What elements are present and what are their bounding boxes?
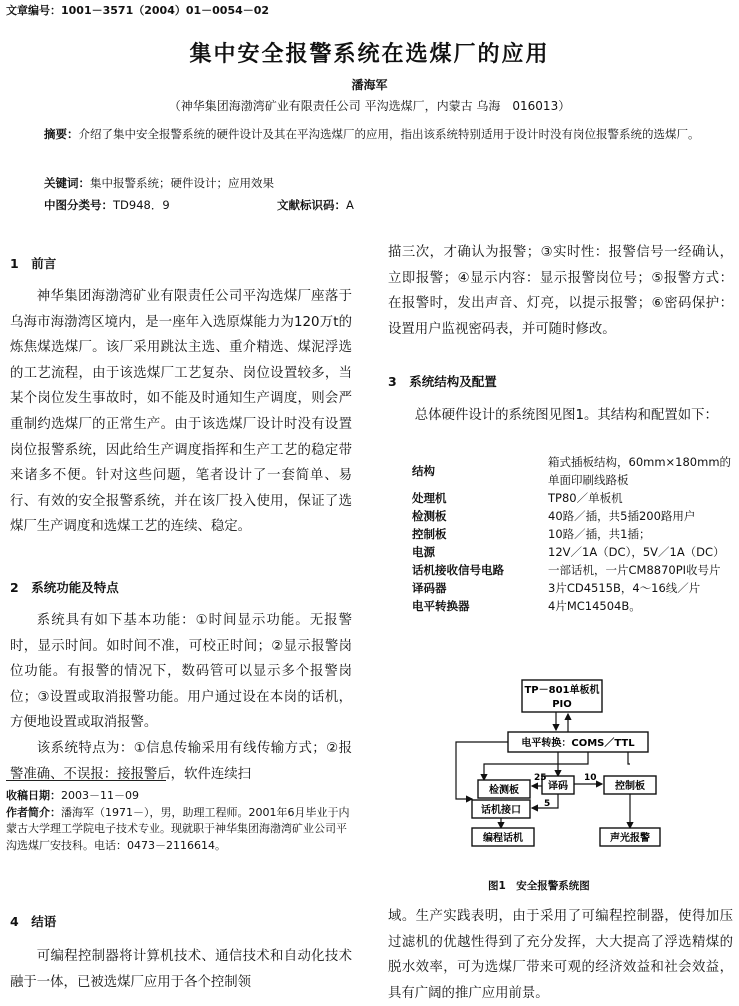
received-date — [6, 788, 354, 805]
config-row — [412, 561, 732, 579]
footnote-rule — [6, 780, 166, 781]
config-label: 话机接收信号电路 — [412, 563, 504, 577]
config-value: 一部话机，一片CM8870PI收号片 — [548, 563, 721, 577]
keywords-text: 集中报警系统；硬件设计；应用效果 — [90, 176, 274, 190]
section-2-continued — [388, 240, 733, 342]
article-number: 文章编号：1001－3571（2004）01－0054－02 — [6, 4, 270, 17]
config-row — [412, 453, 732, 489]
config-value: 箱式插板结构，60mm×180mm的单面印刷线路板 — [548, 455, 732, 487]
bus-width-25: 25 — [534, 773, 547, 783]
system-diagram — [438, 676, 678, 866]
footnote — [6, 788, 354, 854]
paper-title: 集中安全报警系统在选煤厂的应用 — [189, 42, 550, 67]
config-table-body — [412, 453, 732, 615]
received-label: 收稿日期： — [6, 789, 61, 802]
config-label: 电平转换器 — [412, 599, 470, 613]
config-label: 译码器 — [412, 581, 447, 595]
converter-label: 电平转换：COMS／TTL — [521, 738, 635, 749]
keywords-label: 关键词： — [44, 176, 90, 190]
section-2-paragraph-1: 系统具有如下基本功能：①时间显示功能。无报警时，显示时间。如时间不准，可校正时间；②显示报警岗位功能。有报警的情况下，数码管可以显示多个报警岗位；③设置或取消报警功能。用户通过设在本岗的话机，方便地设置或取消报警。 — [10, 613, 352, 731]
clc-label: 中图分类号： — [44, 198, 113, 212]
config-table — [412, 453, 732, 615]
control-label: 控制板 — [615, 781, 645, 792]
section-2-text — [10, 608, 352, 787]
section-2-continued-paragraph: 描三次，才确认为报警；③实时性：报警信号一经确认，立即报警；④显示内容：显示报警岗位号；⑤报警方式：在报警时，发出声音、灯亮，以提示报警；⑥密码保护：设置用户监视密码表，并可随时修改。 — [388, 245, 733, 337]
config-label: 结构 — [412, 464, 435, 478]
section-4-paragraph: 可编程控制器将计算机技术、通信技术和自动化技术融于一体，已被选煤厂应用于各个控制领 — [10, 949, 352, 990]
config-row — [412, 489, 732, 507]
config-row — [412, 525, 732, 543]
classification — [44, 194, 704, 216]
figure-1 — [438, 676, 678, 866]
config-row — [412, 579, 732, 597]
to-control-link — [628, 752, 630, 764]
config-label: 处理机 — [412, 491, 447, 505]
author: 潘海军 — [351, 78, 388, 92]
section-3-paragraph: 总体硬件设计的系统图见图1。其结构和配置如下： — [414, 408, 718, 423]
author-bio — [6, 805, 354, 855]
abstract-text: 介绍了集中安全报警系统的硬件设计及其在平沟选煤厂的应用，指出该系统特别适用于设计时没有岗位报警系统的选煤厂。 — [78, 127, 700, 141]
section-4-continued — [388, 904, 733, 1006]
section-4-text — [10, 944, 352, 995]
config-row — [412, 597, 732, 615]
figure-1-caption: 图1 安全报警系统图 — [488, 880, 590, 892]
bio-label: 作者简介： — [6, 805, 61, 819]
abstract — [44, 123, 704, 145]
section-2-paragraph-2: 该系统特点为：①信息传输采用有线传输方式；②报警准确、不误报：接报警后，软件连续扫 — [10, 740, 352, 782]
bio-text: 潘海军（1971－），男，助理工程师。2001年6月毕业于内蒙古大学理工学院电子技术专业。现就职于神华集团海渤湾矿业公司平沟选煤厂安技科。电话：0473－2116614。 — [6, 805, 350, 852]
abstract-label: 摘要： — [44, 127, 79, 141]
section-2-title: 2 系统功能及特点 — [10, 580, 119, 595]
received-value: 2003－11－09 — [61, 789, 139, 802]
pio-label: PIO — [552, 699, 572, 710]
bus-width-10: 10 — [584, 773, 597, 783]
cpu-label: TP－801单板机 — [524, 685, 600, 696]
affiliation: （神华集团海渤湾矿业有限责任公司 平沟选煤厂，内蒙古 乌海 016013） — [168, 99, 571, 113]
config-value: 10路／插，共1插； — [548, 527, 651, 541]
alarm-label: 声光报警 — [610, 833, 650, 844]
config-row — [412, 543, 732, 561]
doc-code-label: 文献标识码： — [276, 198, 346, 212]
section-1-paragraph: 神华集团海渤湾矿业有限责任公司平沟选煤厂座落于乌海市海渤湾区境内，是一座年入选原煤能力为120万t的炼焦煤选煤厂。该厂采用跳汰主选、重介精选、煤泥浮选的工艺流程，由于该选煤厂工艺复杂、岗位设置较多，当某个岗位发生事故时，如不能及时通知生产调度，则会严重制约选煤厂的正常生产。由于该选煤厂设计时没有设置岗位报警系统，因此给生产调度指挥和生产工艺的稳定带来诸多不便。针对这些问题，笔者设计了一套简单、易行、有效的安全报警系统，并在该厂投入使用，保证了选煤厂生产调度和选煤工艺的连续、稳定。 — [10, 289, 352, 535]
config-label: 控制板 — [412, 527, 447, 541]
detect-label: 检测板 — [489, 785, 519, 796]
config-label: 电源 — [412, 545, 435, 559]
section-1-text — [10, 284, 352, 540]
clc-value: TD948．9 — [113, 198, 170, 212]
phone-interface-label: 话机接口 — [481, 805, 521, 816]
section-3-text — [388, 403, 733, 429]
section-3-title: 3 系统结构及配置 — [388, 374, 497, 389]
section-4-continued-paragraph: 域。生产实践表明，由于采用了可编程控制器，使得加压过滤机的优越性得到了充分发挥，大大提高了浮选精煤的脱水效率，可为选煤厂带来可观的经济效益和社会效益，具有广阔的推广应用前景。 — [388, 909, 733, 1001]
bus-width-5: 5 — [544, 799, 551, 809]
prog-phone-label: 编程话机 — [483, 833, 523, 844]
config-label: 检测板 — [412, 509, 447, 523]
config-value: TP80／单板机 — [548, 491, 623, 505]
config-value: 4片MC14504B。 — [548, 599, 641, 613]
config-row — [412, 507, 732, 525]
config-value: 3片CD4515B，4～16线／片 — [548, 581, 701, 595]
section-1-title: 1 前言 — [10, 256, 57, 271]
keywords — [44, 172, 704, 194]
decoder-label: 译码 — [548, 781, 568, 792]
config-value: 12V／1A（DC），5V／1A（DC） — [548, 545, 725, 559]
config-value: 40路／插，共5插200路用户 — [548, 509, 696, 523]
section-4-title: 4 结语 — [10, 914, 57, 929]
doc-code-value: A — [345, 198, 354, 212]
